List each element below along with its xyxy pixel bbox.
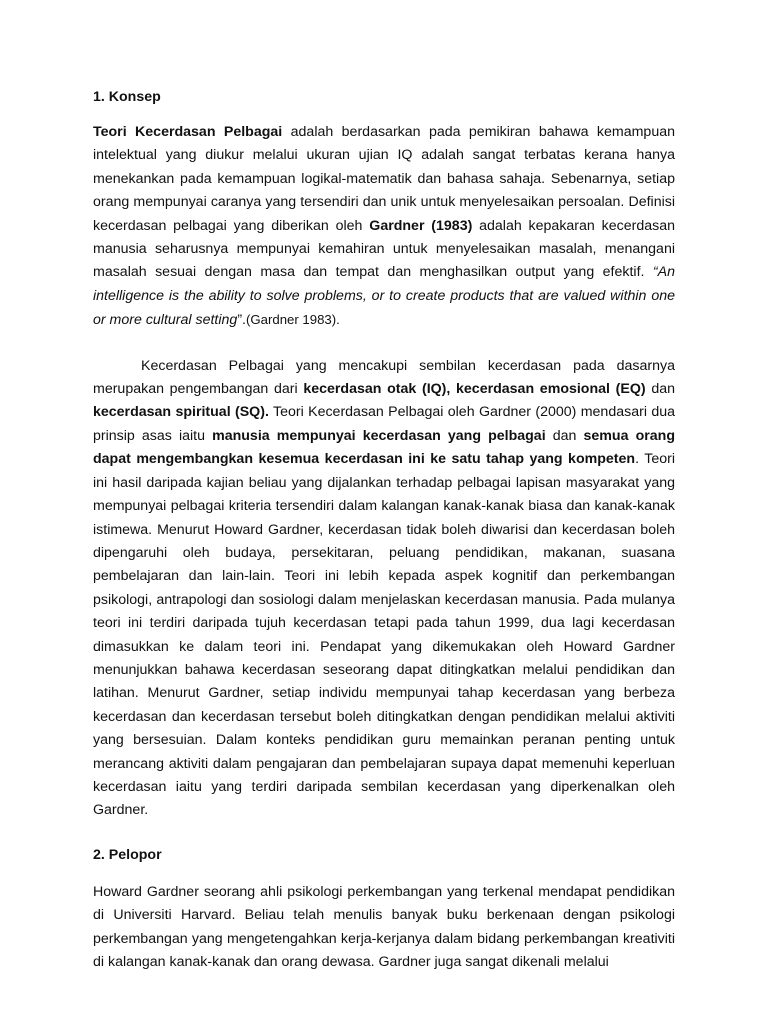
bold-principle-1: manusia mempunyai kecerdasan yang pelbagai: [212, 427, 546, 444]
quote-close: ”.: [237, 312, 246, 329]
quote-text: “An intelligence is the ability to solve problems, or to create products that are valued within one or more cultural setting: [93, 264, 675, 329]
bold-principle-2: semua orang dapat mengembangkan kesemua kecerdasan ini ke satu tahap yang kompeten: [93, 427, 675, 468]
paragraph-text: adalah berdasarkan pada pemikiran bahawa kemampuan intelektual yang diukur melalui ukuran ujian IQ adalah sangat terbatas kerana hanya menekankan pada kemampuan logikal-matematik dan bahasa sahaja. Sebenarnya, setiap orang mempunyai caranya yang tersendiri dan unik untuk menyelesaikan persoalan. Definisi kecerdasan pelbagai yang diberikan oleh: [93, 124, 675, 234]
bold-term-teori: Teori Kecerdasan Pelbagai: [93, 124, 283, 140]
paragraph-text: Teori Kecerdasan Pelbagai oleh Gardner (2000) mendasari dua prinsip asas iaitu: [93, 404, 675, 444]
bold-term-sq: kecerdasan spiritual (SQ).: [93, 404, 269, 421]
paragraph-pelopor: Howard Gardner seorang ahli psikologi perkembangan yang terkenal mendapat pendidikan di Universiti Harvard. Beliau telah menulis banyak buku berkenaan dengan psikologi perkembangan yang mengetengahkan kerja-kerjanya dalam bidang perkembangan kreativiti di kalangan kanak-kanak dan orang dewasa. Gardner juga sangat dikenali melalui: [93, 883, 675, 970]
paragraph-text: . Teori ini hasil daripada kajian beliau yang dijalankan terhadap pelbagai lapisan masyarakat yang mempunyai pelbagai kriteria tersendiri dalam kalangan kanak-kanak biasa dan kanak-kanak istimewa. Menurut Howard Gardner, kecerdasan tidak boleh diwarisi dan kecerdasan boleh dipengaruhi oleh budaya, persekitaran, peluang pendidikan, makanan, suasana pembelajaran dan lain-lain. Teori ini lebih kepada aspek kognitif dan perkembangan psikologi, antrapologi dan sosiologi dalam menjelaskan kecerdasan manusia. Pada mulanya teori ini terdiri daripada tujuh kecerdasan tetapi pada tahun 1999, dua lagi kecerdasan dimasukkan ke dalam teori ini. Pendapat yang dikemukakan oleh Howard Gardner menunjukkan bahawa kecerdasan seseorang dapat ditingkatkan melalui pendidikan dan latihan. Menurut Gardner, setiap individu mempunyai tahap kecerdasan yang berbeza kecerdasan dan kecerdasan tersebut boleh ditingkatkan dengan pendidikan melalui aktiviti yang bersesuian. Dalam konteks pendidikan guru memainkan peranan penting untuk merancang aktiviti dalam pengajaran dan pembelajaran supaya dapat memenuhi keperluan kecerdasan iaitu yang terdiri daripada sembilan kecerdasan yang diperkenalkan oleh Gardner.: [93, 451, 675, 819]
paragraph-konsep-definition: [93, 121, 675, 333]
bold-term-gardner: Gardner (1983): [369, 217, 473, 234]
section-heading-konsep: 1. Konsep: [93, 89, 161, 105]
paragraph-kecerdasan-pelbagai: [93, 355, 675, 823]
citation: (Gardner 1983).: [245, 312, 340, 328]
section-heading-pelopor: 2. Pelopor: [93, 846, 162, 863]
paragraph-text: dan: [645, 381, 675, 398]
paragraph-text: adalah kepakaran kecerdasan manusia seharusnya mempunyai kemahiran untuk menyelesaikan masalah, menangani masalah sesuai dengan masa dan tempat dan menghasilkan output yang efektif.: [93, 217, 675, 281]
paragraph-text: dan: [545, 427, 584, 444]
paragraph-text: Kecerdasan Pelbagai yang mencakupi sembilan kecerdasan pada dasarnya merupakan pengembangan dari: [93, 357, 675, 398]
bold-term-iq-eq: kecerdasan otak (IQ), kecerdasan emosional (EQ): [303, 381, 646, 398]
